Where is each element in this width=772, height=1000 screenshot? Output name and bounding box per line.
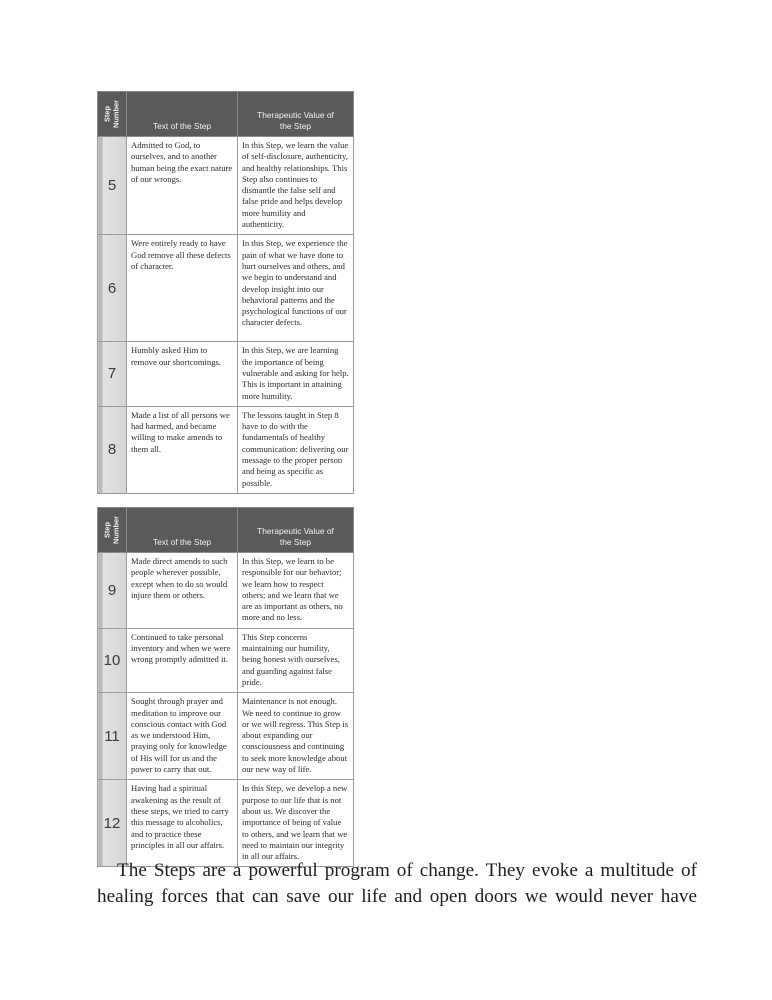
table-header-row — [98, 508, 354, 553]
step-text: Made a list of all persons we had harmed, and became willing to make amends to them all. — [127, 406, 238, 493]
step-number-header — [98, 92, 127, 137]
step-value: In this Step, we learn the value of self-disclosure, authenticity, and healthy relationships. This Step also continues to dismantle the false self and false pride and helps develop more humility and authenticity. — [238, 137, 354, 235]
step-value: In this Step, we experience the pain of what we have done to hurt ourselves and others, and we begin to understand and develop insight into our behavioral patterns and the psychological functions of our character defects. — [238, 235, 354, 342]
step-number: 7 — [98, 342, 127, 406]
table-row — [98, 235, 354, 342]
table-row — [98, 553, 354, 629]
text-of-step-header: Text of the Step — [127, 508, 238, 553]
table-row — [98, 780, 354, 867]
step-value: In this Step, we are learning the importance of being vulnerable and asking for help. This is important in attaining more humility. — [238, 342, 354, 406]
steps-table-5-8 — [97, 91, 354, 494]
steps-table-9-12 — [97, 507, 354, 867]
table-row — [98, 693, 354, 780]
step-value: In this Step, we develop a new purpose to our life that is not about us. We discover the importance of being of value to others, and we learn that we need to maintain our integrity in all our affairs. — [238, 780, 354, 867]
step-number: 6 — [98, 235, 127, 342]
step-text: Continued to take personal inventory and when we were wrong promptly admitted it. — [127, 628, 238, 692]
step-number-header — [98, 508, 127, 553]
table-row — [98, 342, 354, 406]
therapeutic-value-header: Therapeutic Value of the Step — [238, 92, 354, 137]
step-text: Made direct amends to such people wherever possible, except when to do so would injure them or others. — [127, 553, 238, 629]
table-header-row — [98, 92, 354, 137]
text-of-step-header: Text of the Step — [127, 92, 238, 137]
step-text: Admitted to God, to ourselves, and to another human being the exact nature of our wrongs. — [127, 137, 238, 235]
table-row — [98, 137, 354, 235]
step-number: 8 — [98, 406, 127, 493]
step-number-header-label: Step Number — [102, 516, 120, 544]
table-row — [98, 406, 354, 493]
therapeutic-value-header: Therapeutic Value of the Step — [238, 508, 354, 553]
step-number: 12 — [98, 780, 127, 867]
step-text: Were entirely ready to have God remove all these defects of character. — [127, 235, 238, 342]
step-number-header-label: Step Number — [102, 100, 120, 128]
step-text: Having had a spiritual awakening as the result of these steps, we tried to carry this message to alcoholics, and to practice these principles in all our affairs. — [127, 780, 238, 867]
step-number: 10 — [98, 628, 127, 692]
step-value: The lessons taught in Step 8 have to do with the fundamentals of healthy communication: delivering our message to the proper person and being as specific as possible. — [238, 406, 354, 493]
step-value: This Step concerns maintaining our humility, being honest with ourselves, and guarding against false pride. — [238, 628, 354, 692]
step-number: 11 — [98, 693, 127, 780]
step-text: Sought through prayer and meditation to improve our conscious contact with God as we understood Him, praying only for knowledge of His will for us and the power to carry that out. — [127, 693, 238, 780]
step-text: Humbly asked Him to remove our shortcomings. — [127, 342, 238, 406]
body-paragraph — [97, 858, 697, 910]
body-paragraph-text: The Steps are a powerful program of change. They evoke a multitude of healing forces that can save our life and open doors we would never have — [97, 860, 697, 907]
table-row — [98, 628, 354, 692]
step-number: 5 — [98, 137, 127, 235]
step-value: Maintenance is not enough. We need to continue to grow or we will regress. This Step is about expanding our consciousness and continuing to seek more knowledge about our new way of life. — [238, 693, 354, 780]
step-number: 9 — [98, 553, 127, 629]
step-value: In this Step, we learn to be responsible for our behavior; we learn how to respect others; and we learn that we are as important as others, no more and no less. — [238, 553, 354, 629]
